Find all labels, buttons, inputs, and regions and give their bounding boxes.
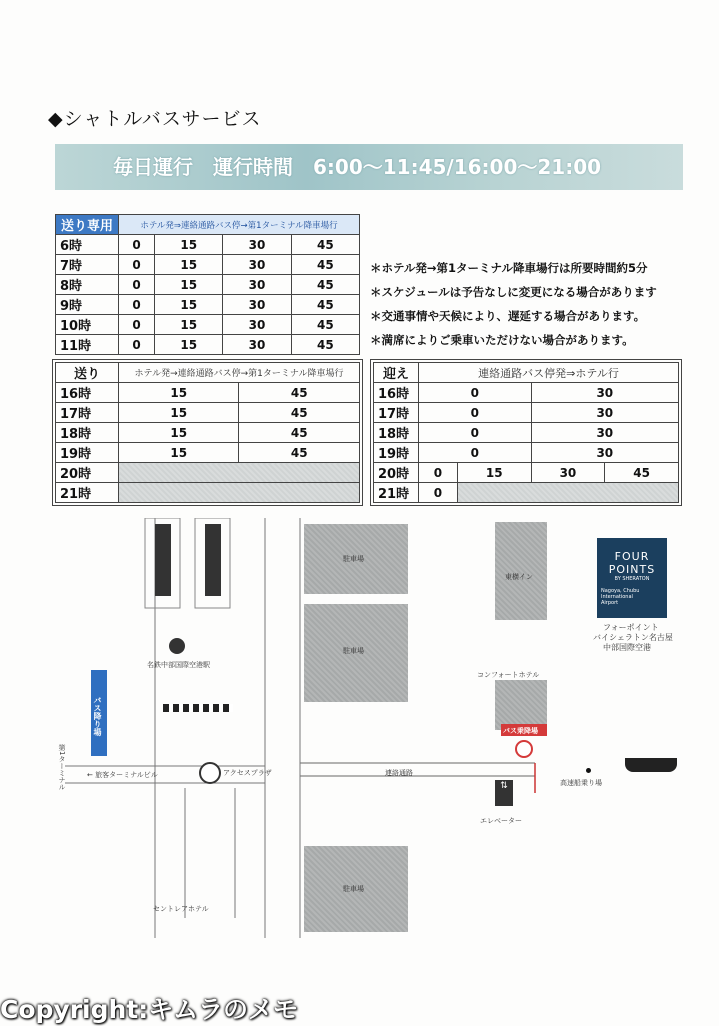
table-row bbox=[374, 383, 679, 403]
ferry-label: 高速船乗り場 bbox=[560, 779, 602, 787]
minute-cell: 0 bbox=[119, 255, 155, 275]
logo-loc2: International bbox=[601, 594, 633, 600]
hour-cell: 21時 bbox=[374, 483, 419, 503]
minute-cell: 30 bbox=[223, 275, 291, 295]
no-service-cell bbox=[119, 483, 360, 503]
hour-cell: 20時 bbox=[56, 463, 119, 483]
minute-cell: 15 bbox=[119, 403, 239, 423]
evening-pickup-timetable bbox=[373, 362, 679, 503]
comfort-hotel-label: コンフォートホテル bbox=[477, 671, 540, 679]
minute-cell: 45 bbox=[239, 423, 360, 443]
bus-drop-label: バス降り場 bbox=[93, 696, 102, 736]
minute-cell: 15 bbox=[119, 443, 239, 463]
minute-cell: 30 bbox=[223, 255, 291, 275]
table-row bbox=[374, 483, 679, 503]
minute-cell: 45 bbox=[291, 295, 359, 315]
parking-label-1: 駐車場 bbox=[343, 555, 364, 563]
hour-cell: 6時 bbox=[56, 235, 119, 255]
minute-cell: 15 bbox=[457, 463, 531, 483]
minute-cell: 30 bbox=[223, 315, 291, 335]
hour-cell: 16時 bbox=[374, 383, 419, 403]
hour-cell: 8時 bbox=[56, 275, 119, 295]
pick-route: 連絡通路バス停発⇒ホテル行 bbox=[419, 363, 679, 383]
parking-label-3: 駐車場 bbox=[343, 885, 364, 893]
minute-cell: 15 bbox=[155, 335, 223, 355]
minute-cell: 30 bbox=[531, 423, 678, 443]
table-row bbox=[56, 443, 360, 463]
hour-cell: 19時 bbox=[56, 443, 119, 463]
no-service-cell bbox=[119, 463, 360, 483]
minute-cell: 30 bbox=[223, 235, 291, 255]
minute-cell: 15 bbox=[155, 235, 223, 255]
note-1: ＊ホテル発→第1ターミナル降車場行は所要時間約5分 bbox=[370, 261, 648, 275]
ferry-dot bbox=[586, 768, 591, 773]
logo-loc1: Nagoya, Chubu bbox=[601, 588, 640, 594]
morning-header: 送り専用 bbox=[56, 215, 119, 235]
hour-cell: 16時 bbox=[56, 383, 119, 403]
table-row bbox=[56, 403, 360, 423]
send-header: 送り bbox=[56, 363, 119, 383]
morning-timetable bbox=[55, 214, 360, 355]
minute-cell: 45 bbox=[239, 383, 360, 403]
centrair-hotel-label: セントレアホテル bbox=[153, 905, 209, 913]
station-label: 名鉄中部国際空港駅 bbox=[147, 661, 210, 669]
logo-loc3: Airport bbox=[601, 600, 619, 606]
minute-cell: 0 bbox=[419, 443, 532, 463]
hour-cell: 21時 bbox=[56, 483, 119, 503]
hour-cell: 17時 bbox=[56, 403, 119, 423]
hour-cell: 10時 bbox=[56, 315, 119, 335]
area-map bbox=[55, 518, 683, 938]
table-row bbox=[56, 275, 360, 295]
minute-cell: 45 bbox=[605, 463, 679, 483]
minute-cell: 30 bbox=[223, 295, 291, 315]
no-service-cell bbox=[457, 483, 678, 503]
table-row bbox=[374, 423, 679, 443]
note-2: ＊スケジュールは予告なしに変更になる場合があります bbox=[370, 285, 657, 299]
access-plaza-icon bbox=[199, 762, 221, 784]
table-row bbox=[56, 255, 360, 275]
hour-cell: 20時 bbox=[374, 463, 419, 483]
minute-cell: 0 bbox=[419, 383, 532, 403]
minute-cell: 15 bbox=[155, 295, 223, 315]
table-row bbox=[56, 335, 360, 355]
terminal1-label: 第1ターミナル bbox=[58, 744, 66, 791]
minute-cell: 0 bbox=[119, 335, 155, 355]
minute-cell: 45 bbox=[291, 235, 359, 255]
minute-cell: 30 bbox=[531, 463, 605, 483]
ship-icon bbox=[625, 758, 677, 772]
minute-cell: 45 bbox=[291, 255, 359, 275]
table-row bbox=[374, 403, 679, 423]
minute-cell: 15 bbox=[155, 315, 223, 335]
hour-cell: 17時 bbox=[374, 403, 419, 423]
train-icon bbox=[169, 638, 185, 654]
minute-cell: 45 bbox=[239, 403, 360, 423]
table-row bbox=[374, 463, 679, 483]
bus-stop-label: バス乗降場 bbox=[503, 727, 538, 735]
table-row bbox=[56, 463, 360, 483]
minute-cell: 45 bbox=[239, 443, 360, 463]
four-points-logo bbox=[597, 538, 667, 618]
minute-cell: 15 bbox=[119, 383, 239, 403]
minute-cell: 30 bbox=[531, 403, 678, 423]
evening-send-timetable bbox=[55, 362, 360, 503]
table-row bbox=[374, 443, 679, 463]
note-3: ＊交通事情や天候により、遅延する場合があります。 bbox=[370, 309, 646, 323]
minute-cell: 0 bbox=[119, 235, 155, 255]
minute-cell: 30 bbox=[223, 335, 291, 355]
hotel-name-3: 中部国際空港 bbox=[603, 643, 651, 652]
copyright-watermark: Copyright:キムラのメモ bbox=[0, 995, 299, 1024]
section-title: ◆シャトルバスサービス bbox=[48, 108, 262, 130]
table-row bbox=[56, 295, 360, 315]
hour-cell: 11時 bbox=[56, 335, 119, 355]
minute-cell: 30 bbox=[531, 383, 678, 403]
minute-cell: 15 bbox=[155, 255, 223, 275]
train-platform-2 bbox=[205, 524, 221, 596]
table-row bbox=[56, 423, 360, 443]
comfort-hotel-block bbox=[495, 680, 547, 730]
hotel-name-2: バイシェラトン名古屋 bbox=[593, 633, 673, 642]
parking-label-2: 駐車場 bbox=[343, 647, 364, 655]
minute-cell: 0 bbox=[119, 315, 155, 335]
minute-cell: 30 bbox=[531, 443, 678, 463]
minute-cell: 0 bbox=[419, 483, 458, 503]
pick-header: 迎え bbox=[374, 363, 419, 383]
elevator-label: エレベーター bbox=[480, 817, 522, 825]
logo-by: BY SHERATON bbox=[614, 576, 650, 582]
minute-cell: 15 bbox=[155, 275, 223, 295]
minute-cell: 0 bbox=[419, 423, 532, 443]
logo-points: POINTS bbox=[608, 563, 656, 576]
notes bbox=[370, 256, 657, 352]
hour-cell: 18時 bbox=[374, 423, 419, 443]
table-row bbox=[56, 483, 360, 503]
bus-icon bbox=[515, 740, 533, 758]
gate-pattern bbox=[163, 704, 233, 712]
minute-cell: 15 bbox=[119, 423, 239, 443]
toyoko-inn-label: 東横イン bbox=[505, 573, 533, 581]
morning-route: ホテル発⇒連絡通路バス停→第1ターミナル降車場行 bbox=[119, 215, 360, 235]
logo-four: FOUR bbox=[614, 550, 650, 563]
train-platform-1 bbox=[155, 524, 171, 596]
minute-cell: 0 bbox=[119, 295, 155, 315]
toyoko-inn-block bbox=[495, 522, 547, 620]
hour-cell: 19時 bbox=[374, 443, 419, 463]
hour-cell: 9時 bbox=[56, 295, 119, 315]
minute-cell: 45 bbox=[291, 335, 359, 355]
hotel-name-1: フォーポイント bbox=[603, 623, 659, 632]
hour-cell: 7時 bbox=[56, 255, 119, 275]
elevator-icon: ⇅ bbox=[495, 780, 513, 806]
minute-cell: 0 bbox=[419, 463, 458, 483]
hour-cell: 18時 bbox=[56, 423, 119, 443]
corridor-label: 連絡通路 bbox=[385, 769, 413, 777]
table-row bbox=[56, 383, 360, 403]
operating-hours-banner: 毎日運行 運行時間 6:00〜11:45/16:00〜21:00 bbox=[55, 144, 683, 190]
table-row bbox=[56, 315, 360, 335]
terminal-building-label: ← 旅客ターミナルビル bbox=[87, 771, 158, 779]
minute-cell: 0 bbox=[119, 275, 155, 295]
minute-cell: 0 bbox=[419, 403, 532, 423]
minute-cell: 45 bbox=[291, 315, 359, 335]
minute-cell: 45 bbox=[291, 275, 359, 295]
table-row bbox=[56, 235, 360, 255]
note-4: ＊満席によりご乗車いただけない場合があります。 bbox=[370, 333, 634, 347]
access-plaza-label: アクセスプラザ bbox=[223, 769, 272, 777]
send-route: ホテル発→連絡通路バス停→第1ターミナル降車場行 bbox=[119, 363, 360, 383]
